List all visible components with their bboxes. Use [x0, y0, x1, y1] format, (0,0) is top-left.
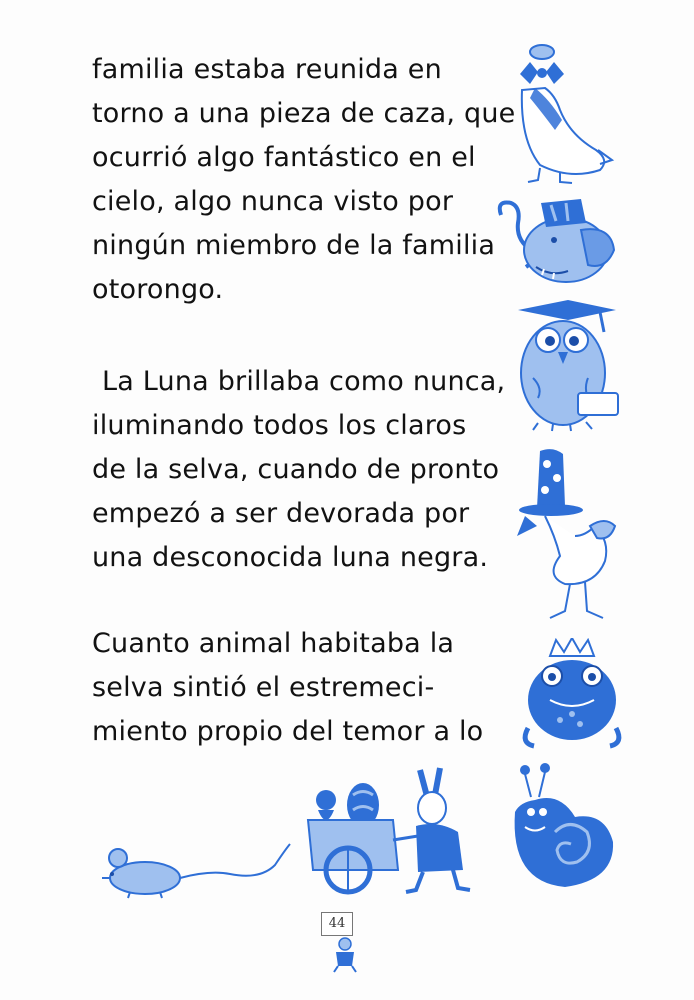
text-line: de la selva, cuando de pronto — [92, 454, 500, 485]
stork-illustration — [515, 446, 625, 626]
text-line: cielo, algo nunca visto por — [92, 186, 454, 217]
text-line: ocurrió algo fantástico en el — [92, 142, 476, 173]
text-line: una desconocida luna negra. — [92, 542, 489, 573]
text-line: La Luna brillaba como nunca, — [102, 366, 506, 397]
snail-illustration — [505, 762, 620, 892]
text-line: Cuanto animal habitaba la — [92, 628, 455, 659]
text-line: familia estaba reunida en — [92, 54, 442, 85]
elephant-illustration — [496, 195, 621, 295]
text-line: iluminando todos los claros — [92, 410, 467, 441]
paragraph-2 — [92, 360, 506, 580]
small-character-illustration — [328, 936, 362, 974]
owl-illustration — [508, 298, 623, 433]
paragraph-1 — [92, 48, 516, 312]
text-line: ningún miembro de la familia — [92, 230, 496, 261]
text-line: otorongo. — [92, 274, 224, 305]
text-line: empezó a ser devorada por — [92, 498, 470, 529]
rabbit-cart-illustration — [298, 760, 498, 900]
mouse-illustration — [100, 840, 295, 900]
text-line: selva sintió el estremeci- — [92, 672, 435, 703]
page-number: 44 — [321, 912, 353, 936]
duck-illustration — [500, 40, 620, 190]
paragraph-3 — [92, 622, 492, 754]
text-line: miento propio del temor a lo — [92, 716, 484, 747]
frog-illustration — [520, 638, 625, 753]
text-line: torno a una pieza de caza, que — [92, 98, 516, 129]
